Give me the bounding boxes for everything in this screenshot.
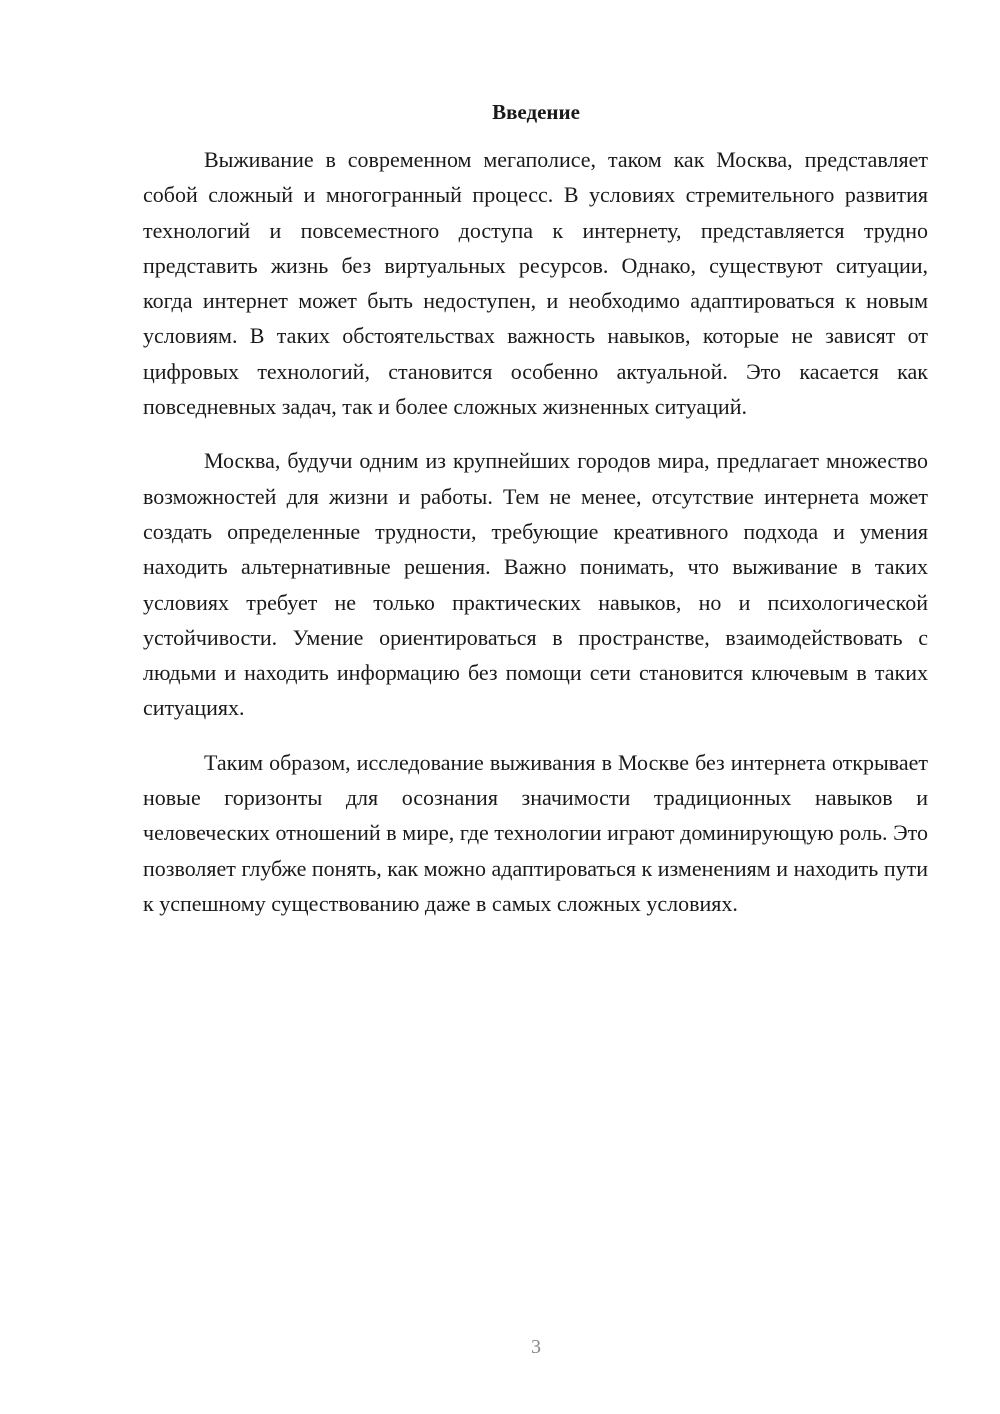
paragraph: Таким образом, исследование выживания в Москве без интернета открывает новые горизонты для осознания значимости традиционных навыков и человеческих отношений в мире, где технологии играют доминирующую роль. Это позволяет глубже понять, как можно адаптироваться к изменениям и находить пути к успешному существованию даже в самых сложных условиях. [143,749,928,916]
section-heading: Введение [492,100,580,124]
paragraph: Москва, будучи одним из крупнейших городов мира, предлагает множество возможностей для жизни и работы. Тем не менее, отсутствие интернета может создать определенные трудности, требующие креативного подхода и умения находить альтернативные решения. Важно понимать, что выживание в таких условиях требует не только практических навыков, но и психологической устойчивости. Умение ориентироваться в пространстве, взаимодействовать с людьми и находить информацию без помощи сети становится ключевым в таких ситуациях. [143,448,928,721]
body-text [143,142,928,940]
paragraph: Выживание в современном мегаполисе, таком как Москва, представляет собой сложный и многогранный процесс. В условиях стремительного развития технологий и повсеместного доступа к интернету, представляется трудно представить жизнь без виртуальных ресурсов. Однако, существуют ситуации, когда интернет может быть недоступен, и необходимо адаптироваться к новым условиям. В таких обстоятельствах важность навыков, которые не зависят от цифровых технологий, становится особенно актуальной. Это касается как повседневных задач, так и более сложных жизненных ситуаций. [143,147,928,420]
page-number: 3 [531,1336,541,1358]
